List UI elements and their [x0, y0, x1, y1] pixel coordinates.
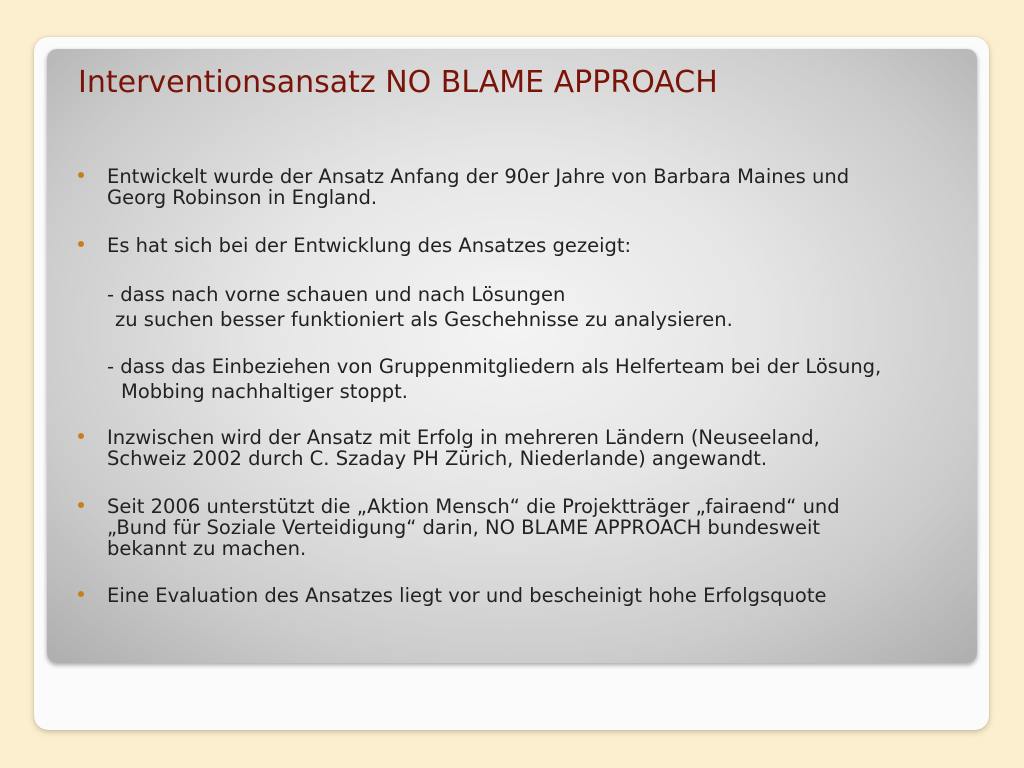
bullet-item-countries [78, 427, 958, 469]
bullet-list [78, 166, 958, 606]
bullet-dot-icon [78, 172, 84, 178]
bullet-line: „Bund für Soziale Verteidigung“ darin, NO BLAME APPROACH bundesweit [107, 516, 821, 539]
slide-title: Interventionsansatz NO BLAME APPROACH [78, 65, 718, 100]
bullet-line: Inzwischen wird der Ansatz mit Erfolg in mehreren Ländern (Neuseeland, [107, 426, 820, 449]
bullet-dot-icon [78, 433, 84, 439]
finding-line: - dass das Einbeziehen von Gruppenmitgliedern als Helferteam bei der Lösung, [107, 355, 882, 378]
finding-line: - dass nach vorne schauen und nach Lösungen [107, 283, 566, 306]
finding-solutions [107, 284, 958, 330]
bullet-dot-icon [78, 241, 84, 247]
finding-group-members [107, 356, 958, 402]
finding-line: zu suchen besser funktioniert als Geschehnisse zu analysieren. [115, 308, 733, 331]
bullet-dot-icon [78, 591, 84, 597]
bullet-item-support [78, 496, 958, 559]
bullet-item-findings [78, 235, 958, 402]
finding-line: Mobbing nachhaltiger stoppt. [121, 380, 408, 403]
bullet-line: Eine Evaluation des Ansatzes liegt vor und bescheinigt hohe Erfolgsquote [107, 584, 827, 607]
bullet-line: Es hat sich bei der Entwicklung des Ansatzes gezeigt: [107, 234, 632, 257]
bullet-item-evaluation [78, 585, 958, 606]
bullet-line: bekannt zu machen. [107, 537, 307, 560]
bullet-line: Schweiz 2002 durch C. Szaday PH Zürich, Niederlande) angewandt. [107, 447, 768, 470]
bullet-dot-icon [78, 502, 84, 508]
bullet-line: Georg Robinson in England. [107, 186, 378, 209]
bullet-line: Entwickelt wurde der Ansatz Anfang der 90er Jahre von Barbara Maines und [107, 165, 850, 188]
bullet-line: Seit 2006 unterstützt die „Aktion Mensch“ die Projektträger „fairaend“ und [107, 495, 840, 518]
bullet-item-origin [78, 166, 958, 208]
